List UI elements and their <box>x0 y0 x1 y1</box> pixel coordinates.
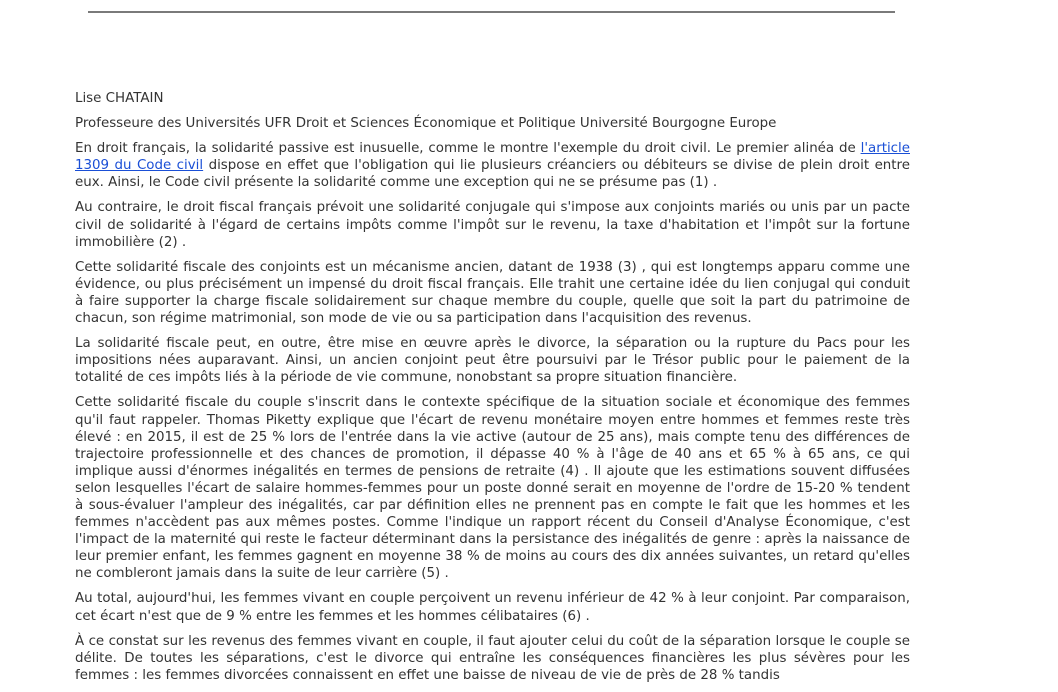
article-1309-code-civil-link[interactable]: l'article 1309 du Code civil <box>75 141 910 174</box>
paragraph-2: Au contraire, le droit fiscal français prévoit une solidarité conjugale qui s'impose aux conjoints mariés ou unis par un pacte civil de solidarité à l'égard de certains impôts comme l'impôt sur le revenu, la taxe d'habitation et l'impôt sur la fortune immobilière (2) . <box>75 200 910 250</box>
paragraph-7: À ce constat sur les revenus des femmes vivant en couple, il faut ajouter celui du coût de la séparation lorsque le couple se délite. De toutes les séparations, c'est le divorce qui entraîne les conséquences financières les plus sévères pour les femmes : les femmes divorcées connaissent en effet une baisse de niveau de vie de près de 28 % tandis <box>75 633 910 683</box>
paragraph-1 <box>75 140 910 191</box>
paragraph-6: Au total, aujourd'hui, les femmes vivant en couple perçoivent un revenu inférieur de 42 % à leur conjoint. Par comparaison, cet écart n'est que de 9 % entre les femmes et les hommes célibataires (6) . <box>75 591 910 624</box>
paragraph-1-text-after-link: dispose en effet que l'obligation qui lie plusieurs créanciers ou débiteurs se divise de plein droit entre eux. Ainsi, le Code civil présente la solidarité comme une exception qui ne se présume pas (1) . <box>75 158 910 191</box>
paragraph-1-text-before-link: En droit français, la solidarité passive est inusuelle, comme le montre l'exemple du droit civil. Le premier alinéa de <box>75 141 861 157</box>
top-divider <box>88 11 895 13</box>
paragraph-4: La solidarité fiscale peut, en outre, être mise en œuvre après le divorce, la séparation ou la rupture du Pacs pour les impositions nées auparavant. Ainsi, un ancien conjoint peut être poursuivi par le Trésor public pour le paiement de la totalité de ces impôts liés à la période de vie commune, nonobstant sa propre situation financière. <box>75 336 910 386</box>
paragraph-5: Cette solidarité fiscale du couple s'inscrit dans le contexte spécifique de la situation sociale et économique des femmes qu'il faut rappeler. Thomas Piketty explique que l'écart de revenu monétaire moyen entre hommes et femmes reste très élevé : en 2015, il est de 25 % lors de l'entrée dans la vie active (autour de 25 ans), mais compte tenu des différences de trajectoire professionnelle et des chances de promotion, il dépasse 40 % à l'âge de 40 ans et 65 % à 65 ans, ce qui implique aussi d'énormes inégalités en termes de pensions de retraite (4) . Il ajoute que les estimations souvent diffusées selon lesquelles l'écart de salaire hommes-femmes pour un poste donné serait en moyenne de l'ordre de 15-20 % tendent à sous-évaluer l'ampleur des inégalités, car par définition elles ne prennent pas en compte le fait que les hommes et les femmes n'accèdent pas aux mêmes postes. Comme l'indique un rapport récent du Conseil d'Analyse Économique, c'est l'impact de la maternité qui reste le facteur déterminant dans la persistance des inégalités de genre : après la naissance de leur premier enfant, les femmes gagnent en moyenne 38 % de moins au cours des dix années suivantes, un retard qu'elles ne combleront jamais dans la suite de leur carrière (5) . <box>75 395 910 582</box>
author-affiliation: Professeure des Universités UFR Droit et Sciences Économique et Politique Université Bourgogne Europe <box>75 116 777 132</box>
article-body <box>75 90 910 692</box>
paragraph-3: Cette solidarité fiscale des conjoints est un mécanisme ancien, datant de 1938 (3) , qui est longtemps apparu comme une évidence, ou plus précisément un impensé du droit fiscal français. Elle trahit une certaine idée du lien conjugal qui conduit à faire supporter la charge fiscale solidairement sur chaque membre du couple, quelle que soit la part du patrimoine de chacun, son régime matrimonial, son mode de vie ou sa participation dans l'acquisition des revenus. <box>75 259 910 327</box>
author-name: Lise CHATAIN <box>75 91 164 106</box>
